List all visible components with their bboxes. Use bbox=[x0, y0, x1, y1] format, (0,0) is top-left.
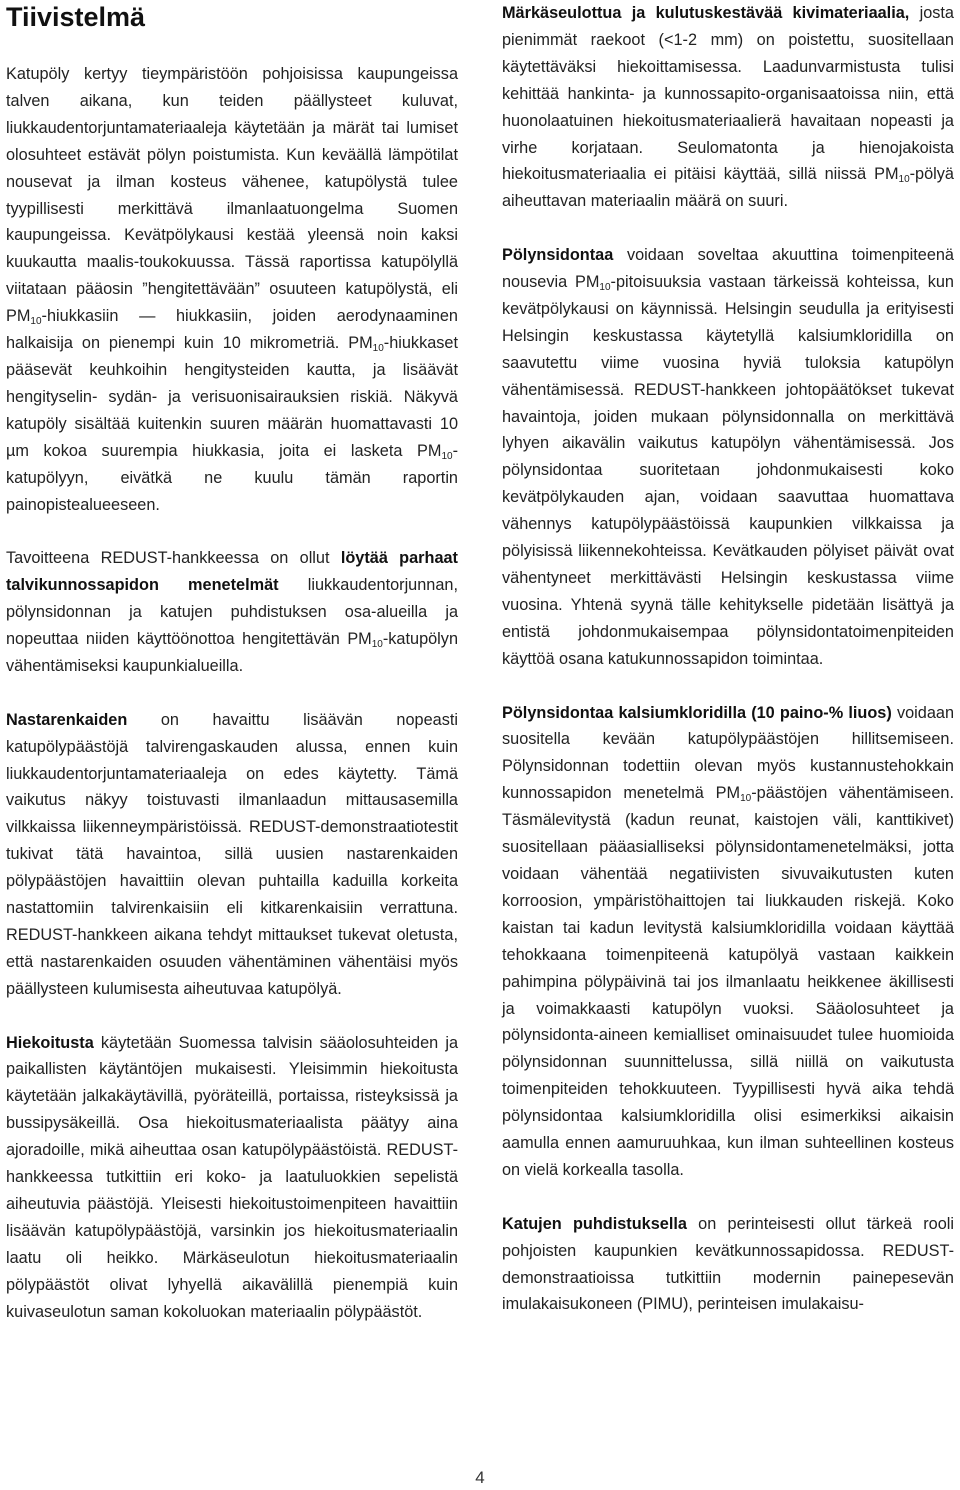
text-run: -katupölyyn, eivätkä ne kuulu tämän raportin painopistealueeseen. bbox=[6, 441, 458, 514]
page-number: 4 bbox=[475, 1468, 485, 1487]
text-run: käytetään Suomessa talvisin sääolosuhteiden ja paikallisten käytäntöjen mukaisesti. Yleisimmin hiekoitusta käytetään jalkakäytävillä, pyöräteillä, portaissa, risteyksissä ja bussipysäkeillä. Osa hiekoitusmateriaalista päätyy aina ajoradoille, mikä aiheuttaa osan katupölypäästöistä. REDUST-hankkeessa tutkittiin eri koko- ja laatuluokkien sepelistä aiheutuvia päästöjä. Yleisesti hiekoitustoimenpiteen havaittiin lisäävän katupölypäästöjä, varsinkin jos hiekoitusmateriaalin laatu oli heikko. Märkäseulotun hiekoitusmateriaalin pölypäästöt olivat lyhyellä aikavälillä pienempiä kuin kuivaseulotun saman kokoluokan materiaalin pölypäästöt. bbox=[6, 1033, 458, 1321]
paragraph bbox=[6, 707, 458, 1003]
text-run: voidaan suositella kevään katupölypäästöjen hillitsemiseen. Pölynsidonnan todettiin olevan myös kustannustehokkain kunnossapidon menetelmä PM bbox=[502, 703, 954, 803]
text-run: -hiukkasiin — hiukkasiin, joiden aerodynaaminen halkaisija on pienempi kuin 10 mikrometriä. PM bbox=[6, 307, 458, 353]
page-title: Tiivistelmä bbox=[6, 2, 146, 32]
paragraph bbox=[502, 1211, 954, 1319]
text-run: josta pienimmät raekoot (<1-2 mm) on poistettu, suositellaan käytettäväksi hiekoittamisessa. Laadunvarmistusta tulisi kehittää hankinta- ja kunnossapito-organisaatoissa niin, että huonolaatuinen hiekoitusmateriaalierä havaitaan nopeasti ja virhe korjataan. Seulomatonta ja hienojakoista hiekoitusmateriaalia ei pitäisi käyttää, sillä niissä PM bbox=[502, 4, 954, 184]
bold-lead: löytää parhaat talvikunnossapidon menetelmät bbox=[6, 549, 458, 595]
subscript: 10 bbox=[30, 316, 42, 328]
text-run: -päästöjen vähentämiseen. Täsmälevitystä (kadun reunat, kaistojen väli, kanttikivet) suositellaan pääasialliseksi pölynsidontamenetelmäksi, jotta voidaan vähentää negatiivisten sivuvaikutusten kuten korroosion, ympäristöhaittojen tai liukkauden riskejä. Koko kaistan tai kadun levitystä kalsiumkloridilla voidaan käyttää tehokkaana toimenpiteenä katupölyä vastaan kaikkein pahimpina pölypäivinä tai jos ilmanlaatu heikkenee äkillisesti ja voimakkaasti katupölyn vuoksi. Sääolosuhteet ja pölynsidonta-aineen kemialliset ominaisuudet tulee huomioida pölynsidonnan suunnittelussa, sillä niillä on vaikutusta toimenpiteiden tehokkuuteen. Tyypillisesti hyvä aika tehdä pölynsidontaa kalsiumkloridilla olisi esimerkiksi aikaisin aamulla ennen aamuruuhkaa, kun ilman suhteellinen kosteus on vielä korkealla tasolla. bbox=[502, 784, 954, 1179]
text-run: Katupöly kertyy tieympäristöön pohjoisissa kaupungeissa talven aikana, kun teiden päällysteet kuluvat, liukkaudentorjuntamateriaaleja käytetään ja märät tai lumiset olosuhteet estävät pölyn poistumista. Kun keväällä lämpötilat nousevat ja ilman kosteus vähenee, katupölystä tulee tyypillisesti merkittävä ilmanlaatuongelma Suomen kaupungeissa. Kevätpölykausi kestää yleensä noin kaksi kuukautta maalis-toukokuussa. Tässä raportissa katupölyllä viitataan pääosin ”hengitettävään” osuuteen katupölystä, eli PM bbox=[6, 65, 458, 326]
subscript: 10 bbox=[599, 282, 611, 294]
bold-lead: Katujen puhdistuksella bbox=[502, 1214, 687, 1233]
paragraph bbox=[6, 61, 458, 518]
right-column bbox=[502, 0, 954, 1345]
bold-lead: Hiekoitusta bbox=[6, 1033, 94, 1052]
bold-lead: Pölynsidontaa bbox=[502, 246, 614, 265]
bold-lead: Nastarenkaiden bbox=[6, 710, 128, 729]
text-run: Tavoitteena REDUST-hankkeessa on ollut bbox=[6, 549, 341, 568]
text-run: on havaittu lisäävän nopeasti katupölypäästöjä talvirengaskauden alussa, ennen kuin liukkaudentorjuntamateriaaleja on edes käytetty. Tämä vaikutus näkyy toistuvasti ilmanlaadun mittausasemilla vilkkaissa liikenneympäristöissä. REDUST-demonstraatiotestit tukivat tätä havaintoa, sillä uusien nastarenkaiden pölypäästöjen havaittiin olevan puhtailla kaduilla korkeita nastattomiin talvirenkaisiin eli kitkarenkaisiin verrattuna. REDUST-hankkeen aikana tehdyt mittaukset tukevat oletusta, että nastarenkaiden osuuden vähentäminen vähentäisi myös päällysteen kulumisesta aiheutuvaa katupölyä. bbox=[6, 710, 458, 998]
left-column bbox=[6, 61, 458, 1352]
subscript: 10 bbox=[441, 450, 453, 462]
paragraph bbox=[6, 545, 458, 680]
text-run: -katupölyn vähentämiseksi kaupunkialueilla. bbox=[6, 630, 458, 675]
text-run: -pitoisuuksia vastaan tärkeissä kohteissa, kun kevätpölykausi on käynnissä. Helsingin seudulla ja erityisesti Helsingin keskustassa käytetyllä kalsiumkloridilla on saavutettu viime vuosina hyviä tuloksia katupölyn vähentämisessä. REDUST-hankkeen johtopäätökset tukevat havaintoja, joiden mukaan pölynsidonnalla on merkittävä lyhyen aikavälin vaikutus katupölyn vähentämisessä. Jos pölynsidontaa suoritetaan johdonmukaisesti koko kevätpölykauden ajan, voidaan saavuttaa huomattava vähennys katupölypäästöissä kaupunkien vilkkaissa ja pölyisissä liikennekohteissa. Kevätkauden pölyiset päivät ovat vähentyneet merkittävästi Helsingin keskustassa viime vuosina. Yhtenä syynä tälle kehitykselle pidetään lisättyä ja entistä johdonmukaisempaa pölynsidontatoimenpiteiden käyttöä osana katukunnossapidon toimintaa. bbox=[502, 273, 954, 668]
text-run: on perinteisesti ollut tärkeä rooli pohjoisten kaupunkien kevätkunnossapidossa. REDUST-demonstraatioissa tutkittiin modernin painepesevän imulakaisukoneen (PIMU), perinteisen imulakaisu- bbox=[502, 1214, 954, 1314]
paragraph bbox=[502, 700, 954, 1184]
text-run: -pölyä aiheuttavan materiaalin määrä on suuri. bbox=[502, 165, 954, 211]
paragraph bbox=[6, 1030, 458, 1326]
bold-lead: Märkäseulottua ja kulutuskestävää kivimateriaalia, bbox=[502, 4, 910, 22]
subscript: 10 bbox=[372, 343, 384, 355]
paragraph bbox=[502, 242, 954, 673]
subscript: 10 bbox=[371, 639, 383, 651]
text-run: liukkaudentorjunnan, pölynsidonnan ja katujen puhdistuksen osa-alueilla ja nopeuttaa niiden käyttöönottoa hengitettävän PM bbox=[6, 576, 458, 649]
text-run: -hiukkaset pääsevät keuhkoihin hengitysteiden kautta, ja lisäävät hengityselin- sydän- ja verisuonisairauksien riskiä. Näkyvä katupöly sisältää kuitenkin suuren määrän huomattavasti 10 µm kokoa suurempia hiukkasia, joita ei lasketa PM bbox=[6, 334, 458, 460]
subscript: 10 bbox=[898, 174, 910, 186]
bold-lead: Pölynsidontaa kalsiumkloridilla (10 paino-% liuos) bbox=[502, 703, 892, 722]
subscript: 10 bbox=[740, 793, 752, 805]
paragraph bbox=[502, 0, 954, 215]
text-run: voidaan soveltaa akuuttina toimenpiteenä nousevia PM bbox=[502, 246, 954, 292]
